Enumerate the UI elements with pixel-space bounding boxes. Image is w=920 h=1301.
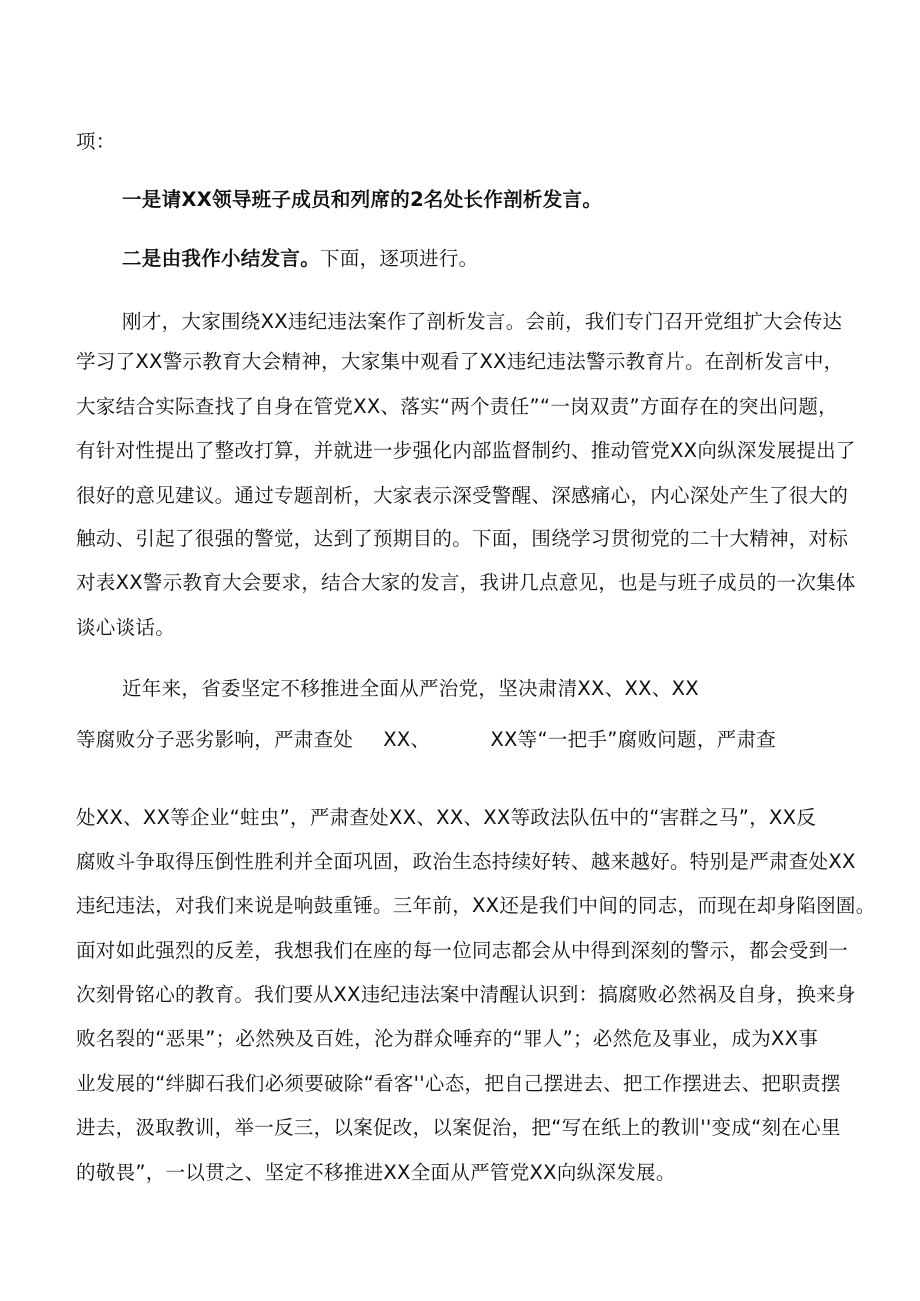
paragraph1-line: 学习了XX警示教育大会精神，大家集中观看了XX违纪违法警示教育片。在剖析发言中， bbox=[76, 350, 844, 373]
paragraph2-segment: XX等“一把手”腐败问题，严肃查 bbox=[490, 728, 777, 751]
paragraph2-line bbox=[76, 728, 866, 752]
paragraph1-line: 对表XX警示教育大会要求，结合大家的发言，我讲几点意见，也是与班子成员的一次集体 bbox=[76, 571, 856, 594]
paragraph1-line: 谈心谈话。 bbox=[76, 616, 176, 639]
paragraph1-line: 刚才，大家围绕XX违纪违法案作了剖析发言。会前，我们专门召开党组扩大会传达 bbox=[122, 310, 843, 333]
paragraph2-segment: 等腐败分子恶劣影响，严肃查处 bbox=[76, 728, 354, 751]
paragraph3-line: 业发展的“绊脚石我们必须要破除“看客''心态，把自己摆进去、把工作摆进去、把职责摆 bbox=[76, 1072, 841, 1095]
paragraph1-line: 触动、引起了很强的警觉，达到了预期目的。下面，围绕学习贯彻党的二十大精神，对标 bbox=[76, 527, 849, 550]
item-two-bold: 二是由我作小结发言。 bbox=[122, 247, 321, 270]
paragraph3-line: 的敬畏”，一以贯之、坚定不移推进XX全面从严管党XX向纵深发展。 bbox=[76, 1161, 676, 1184]
paragraph3-line: 违纪违法，对我们来说是响鼓重锤。三年前，XX还是我们中间的同志，而现在却身陷囹圄。 bbox=[76, 894, 876, 917]
paragraph1-line: 很好的意见建议。通过专题剖析，大家表示深受警醒、深感痛心，内心深处产生了很大的 bbox=[76, 484, 849, 507]
paragraph3-line: 败名裂的“恶果”；必然殃及百姓，沦为群众唾弃的“罪人”；必然危及事业，成为XX事 bbox=[76, 1027, 819, 1050]
paragraph3-line: 次刻骨铭心的教育。我们要从XX违纪违法案中清醒认识到：搞腐败必然祸及自身，换来身 bbox=[76, 983, 856, 1006]
item-two bbox=[122, 247, 866, 271]
paragraph3-line: 进去，汲取教训，举一反三，以案促改，以案促治，把“写在纸上的教训''变成“刻在心里 bbox=[76, 1116, 841, 1139]
paragraph1-line: 有针对性提出了整改打算，并就进一步强化内部监督制约、推动管党XX向纵深发展提出了 bbox=[76, 439, 856, 462]
heading-item: 项： bbox=[76, 130, 116, 153]
paragraph2-segment: XX、 bbox=[383, 728, 431, 751]
paragraph3-line: 处XX、XX等企业“蛀虫”，严肃查处XX、XX、XX等政法队伍中的“害群之马”，XX反 bbox=[76, 806, 817, 829]
paragraph3-line: 面对如此强烈的反差，我想我们在座的每一位同志都会从中得到深刻的警示，都会受到一 bbox=[76, 939, 849, 962]
item-two-rest: 下面，逐项进行。 bbox=[320, 247, 479, 270]
paragraph1-line: 大家结合实际查找了自身在管党XX、落实“两个责任”“一岗双责”方面存在的突出问题， bbox=[76, 395, 838, 418]
paragraph2-line: 近年来，省委坚定不移推进全面从严治党，坚决肃清XX、XX、XX bbox=[122, 677, 699, 700]
paragraph3-line: 腐败斗争取得压倒性胜利并全面巩固，政治生态持续好转、越来越好。特别是严肃查处XX bbox=[76, 850, 856, 873]
item-one: 一是请XX领导班子成员和列席的2名处长作剖析发言。 bbox=[122, 188, 603, 211]
